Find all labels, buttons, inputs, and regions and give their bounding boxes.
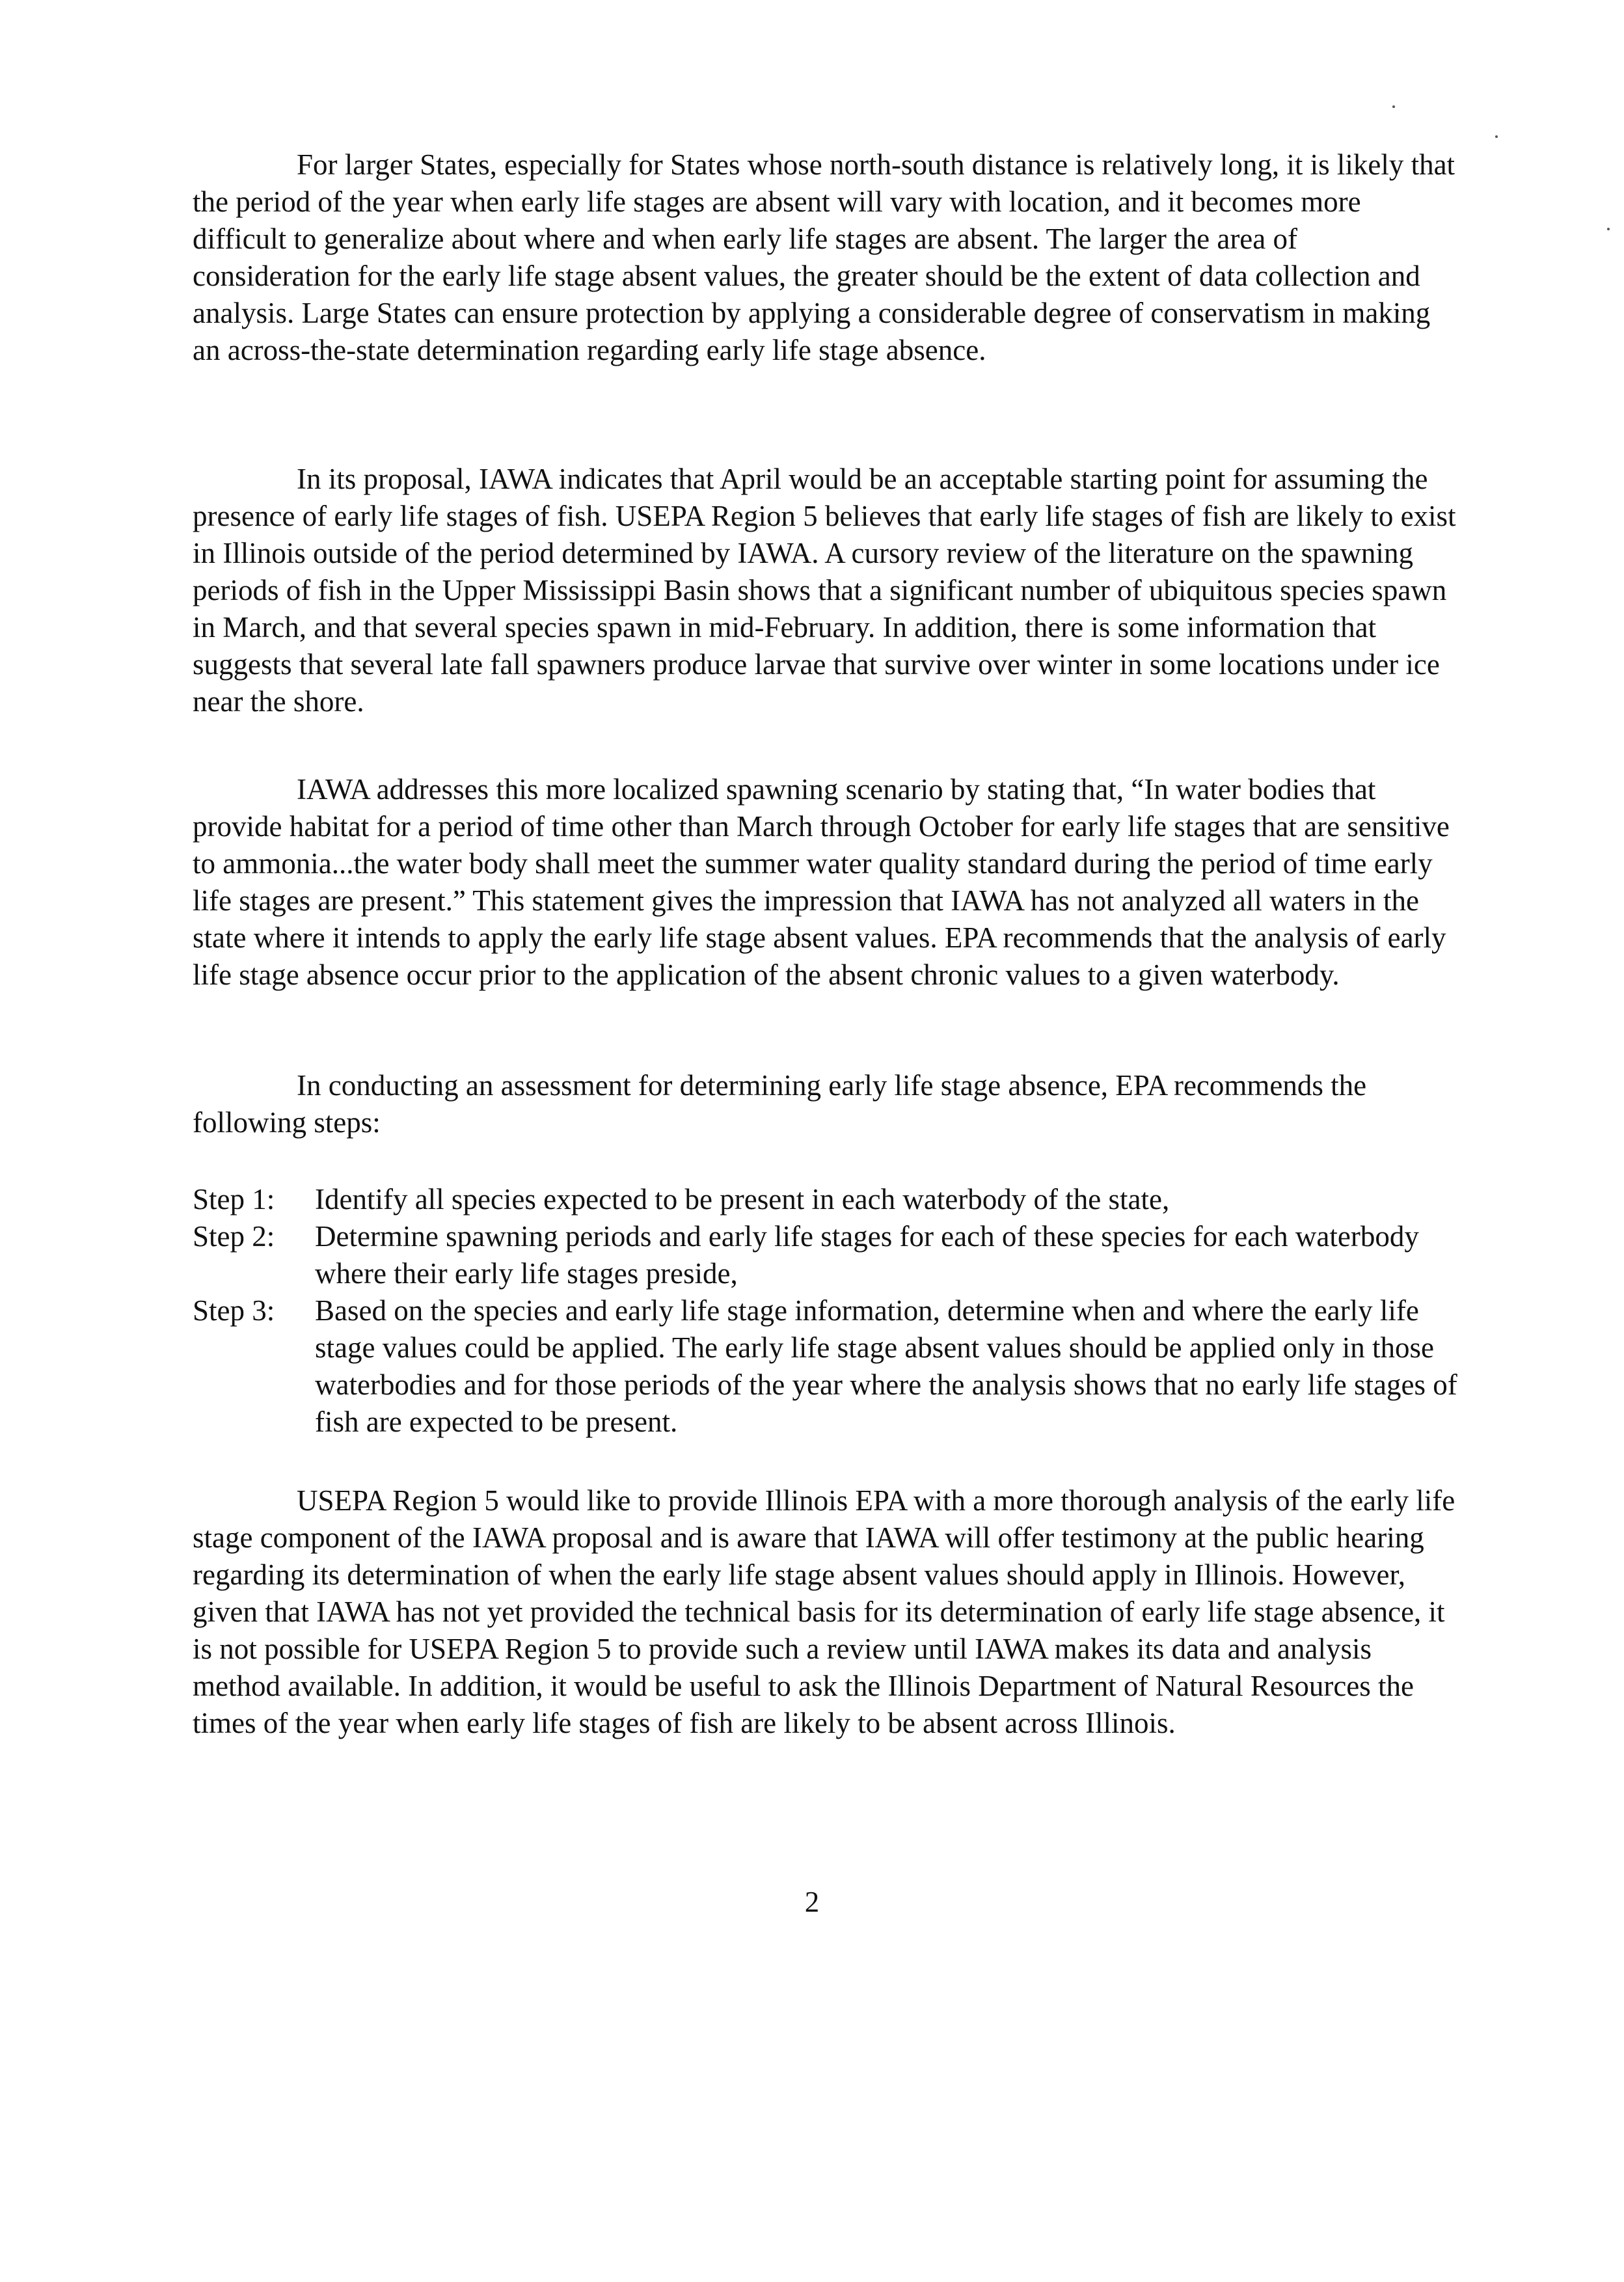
step-label: Step 3: <box>193 1294 275 1327</box>
paragraph-large-states: For larger States, especially for States whose north-south distance is relatively long, it is likely that the period of the year when early life stages are absent will vary with location, and it becomes more difficult to generalize about where and when early life stages are absent. The larger the area of consideration for the early life stage absent values, the greater should be the extent of data collection and analysis. Large States can ensure protection by applying a considerable degree of conservatism in making an across-the-state determination regarding early life stage absence. <box>193 148 1455 366</box>
paragraph-localized-spawning: IAWA addresses this more localized spawning scenario by stating that, “In water bodies that provide habitat for a period of time other than March through October for early life stages that are sensitive to ammonia...the water body shall meet the summer water quality standard during the period of time early life stages are present.” This statement gives the impression that IAWA has not analyzed all waters in the state where it intends to apply the early life stage absent values. EPA recommends that the analysis of early life stage absence occur prior to the application of the absent chronic values to a given waterbody. <box>193 773 1450 991</box>
list-item <box>193 1181 1461 1218</box>
scan-speck <box>1607 228 1610 230</box>
step-label: Step 1: <box>193 1183 275 1216</box>
list-item <box>193 1218 1461 1292</box>
paragraph-assessment-intro: In conducting an assessment for determining early life stage absence, EPA recommends the following steps: <box>193 1069 1367 1139</box>
scan-speck <box>1392 105 1395 108</box>
step-text: Determine spawning periods and early life stages for each of these species for each waterbody where their early life stages preside, <box>315 1220 1419 1290</box>
scan-speck <box>1495 135 1498 138</box>
step-label: Step 2: <box>193 1220 275 1253</box>
recommended-steps-list <box>193 1181 1461 1441</box>
step-text: Based on the species and early life stage information, determine when and where the early life stage values could be applied. The early life stage absent values should be applied only in those waterbodies and for those periods of the year where the analysis shows that no early life stages of fish are expected to be present. <box>315 1294 1457 1438</box>
paragraph-iawa-proposal: In its proposal, IAWA indicates that April would be an acceptable starting point for assuming the presence of early life stages of fish. USEPA Region 5 believes that early life stages of fish are likely to exist in Illinois outside of the period determined by IAWA. A cursory review of the literature on the spawning periods of fish in the Upper Mississippi Basin shows that a significant number of ubiquitous species spawn in March, and that several species spawn in mid-February. In addition, there is some information that suggests that several late fall spawners produce larvae that survive over winter in some locations under ice near the shore. <box>193 463 1456 718</box>
page-number: 2 <box>804 1886 820 1918</box>
list-item <box>193 1292 1461 1441</box>
step-text: Identify all species expected to be present in each waterbody of the state, <box>315 1183 1170 1216</box>
paragraph-closing: USEPA Region 5 would like to provide Illinois EPA with a more thorough analysis of the early life stage component of the IAWA proposal and is aware that IAWA will offer testimony at the public hearing regarding its determination of when the early life stage absent values should apply in Illinois. However, given that IAWA has not yet provided the technical basis for its determination of early life stage absence, it is not possible for USEPA Region 5 to provide such a review until IAWA makes its data and analysis method available. In addition, it would be useful to ask the Illinois Department of Natural Resources the times of the year when early life stages of fish are likely to be absent across Illinois. <box>193 1484 1455 1739</box>
